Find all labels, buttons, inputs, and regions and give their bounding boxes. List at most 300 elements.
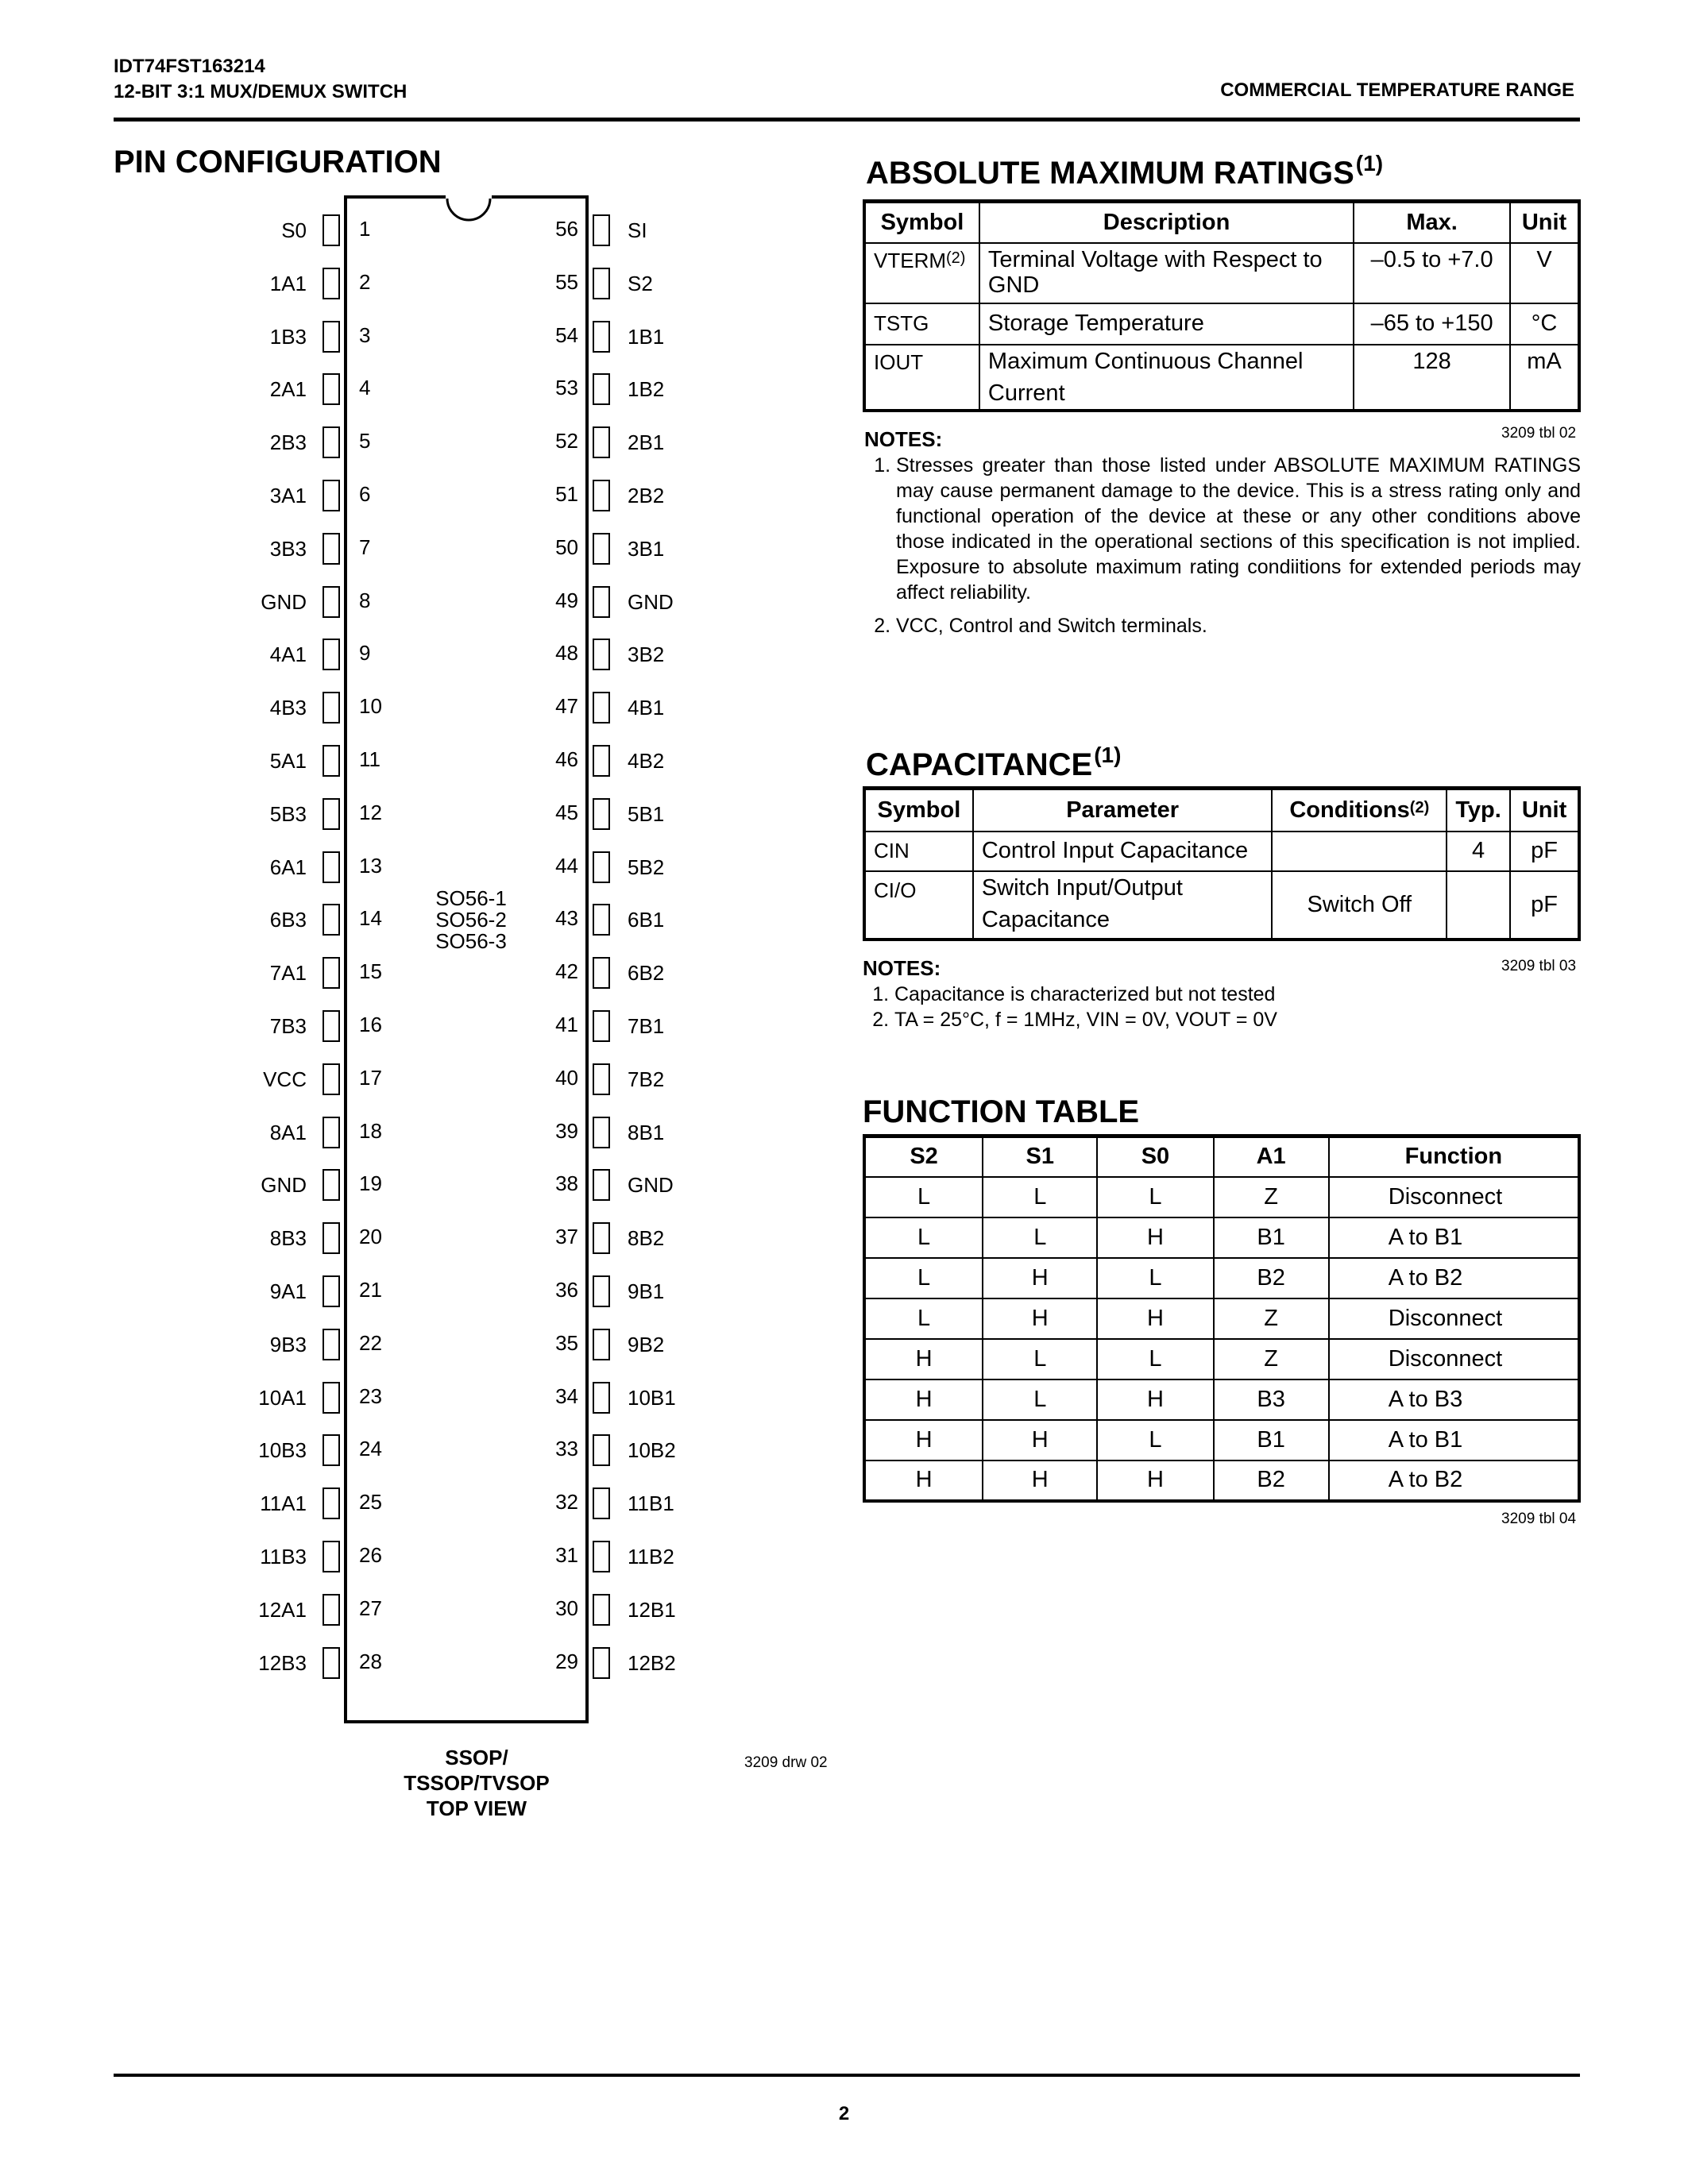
pin-number: 38 (555, 1171, 578, 1195)
typ-cell (1447, 871, 1510, 940)
pin-lead (323, 321, 340, 353)
pin-lead (593, 798, 610, 830)
table-cell: H (983, 1420, 1097, 1461)
pin-label: 2A1 (269, 377, 307, 401)
pin-lead (593, 1010, 610, 1042)
pin-label: 8B2 (628, 1226, 665, 1250)
pin-lead (593, 321, 610, 353)
table-cell: H (1097, 1217, 1213, 1258)
pin-lead (593, 745, 610, 777)
table-cell: B1 (1214, 1217, 1329, 1258)
pin-number: 18 (359, 1119, 382, 1143)
table-row (864, 1258, 1579, 1298)
pin-number: 49 (555, 588, 578, 612)
pin-label: 5B2 (628, 855, 665, 879)
pin-number: 47 (555, 694, 578, 718)
pin-label: S2 (628, 272, 653, 295)
pin-lead (593, 586, 610, 618)
capacitance-notes-title: NOTES: (863, 956, 941, 980)
pin-number: 33 (555, 1437, 578, 1461)
capacitance-title-sup: (1) (1094, 743, 1122, 767)
col-header: Unit (1510, 789, 1579, 832)
pin-label: GND (628, 1173, 674, 1197)
table-row (864, 1461, 1579, 1501)
pin-lead (593, 1594, 610, 1626)
pin-label: 2B1 (628, 430, 665, 454)
abs-max-title-text: ABSOLUTE MAXIMUM RATINGS (866, 156, 1354, 191)
pin-lead (593, 1488, 610, 1519)
pin-lead (593, 1275, 610, 1307)
table-row (864, 243, 1579, 303)
table-cell: H (983, 1298, 1097, 1339)
table-cell: H (983, 1258, 1097, 1298)
pin-lead (593, 268, 610, 299)
table-cell: Z (1214, 1177, 1329, 1217)
table-cell: B3 (1214, 1379, 1329, 1420)
table-cell: L (864, 1298, 983, 1339)
table-tag: 3209 tbl 02 (1501, 425, 1577, 442)
pin-lead (323, 1329, 340, 1360)
conditions-header: Conditions (1289, 797, 1410, 823)
table-tag: 3209 tbl 03 (1501, 958, 1577, 974)
pin-lead (593, 1117, 610, 1148)
symbol-cell: CIN (864, 832, 973, 871)
pin-number: 43 (555, 906, 578, 930)
description-cell: Terminal Voltage with Respect to GND (979, 243, 1354, 303)
pin-number: 37 (555, 1225, 578, 1248)
note-item: 1. Capacitance is characterized but not tested (894, 982, 1579, 1007)
description-cell: Storage Temperature (979, 303, 1354, 345)
table-cell: H (1097, 1379, 1213, 1420)
part-number: IDT74FST163214 (114, 56, 265, 77)
pin-lead (323, 1169, 340, 1201)
pin-number: 1 (359, 217, 371, 241)
unit-cell: V (1510, 243, 1579, 303)
pin-label: 3B2 (628, 642, 665, 666)
pin-label: 8B3 (269, 1226, 307, 1250)
pin-number: 8 (359, 588, 371, 612)
pin-lead (323, 1063, 340, 1095)
pin-lead (593, 1063, 610, 1095)
pin-number: 15 (359, 959, 382, 983)
pin-number: 52 (555, 429, 578, 453)
table-cell: Disconnect (1329, 1177, 1579, 1217)
pin-label: 10B2 (628, 1438, 676, 1462)
max-cell: 128 (1354, 345, 1510, 411)
pin-lead (323, 214, 340, 246)
pin-label: 8B1 (628, 1121, 665, 1144)
pin-lead (593, 1541, 610, 1572)
pin-label: 4B2 (628, 749, 665, 773)
table-cell: L (983, 1217, 1097, 1258)
pin-label: 6B1 (628, 908, 665, 932)
pin-label: 12A1 (258, 1598, 307, 1622)
pin-label: 1A1 (269, 272, 307, 295)
table-cell: H (1097, 1461, 1213, 1501)
pin-number: 4 (359, 376, 371, 399)
package-view-caption (365, 1745, 588, 1821)
pin-lead (593, 214, 610, 246)
table-cell: A to B1 (1329, 1217, 1579, 1258)
pin-number: 26 (359, 1543, 382, 1567)
table-cell: L (1097, 1177, 1213, 1217)
temperature-range: COMMERCIAL TEMPERATURE RANGE (1220, 79, 1574, 101)
pin-lead (593, 480, 610, 511)
pin-label: 10B3 (258, 1438, 307, 1462)
pin-label: 3B1 (628, 537, 665, 561)
pin-label: 7A1 (269, 961, 307, 985)
unit-cell: pF (1510, 832, 1579, 871)
abs-max-title-sup: (1) (1355, 151, 1384, 176)
pin-label: 7B1 (628, 1014, 665, 1038)
col-header: S0 (1097, 1136, 1213, 1177)
pin-number: 28 (359, 1650, 382, 1673)
pin-lead (593, 533, 610, 565)
pin-number: 41 (555, 1013, 578, 1036)
pin-number: 3 (359, 323, 371, 347)
pin-lead (323, 268, 340, 299)
pin-label: 6B3 (269, 908, 307, 932)
pin-number: 11 (359, 747, 380, 771)
pin-lead (323, 480, 340, 511)
page-number: 2 (838, 2103, 850, 2124)
pin-label: GND (261, 1173, 307, 1197)
description-cell: Maximum Continuous Channel Current (979, 345, 1354, 411)
view-line: TOP VIEW (426, 1796, 527, 1820)
col-header: Parameter (973, 789, 1273, 832)
pin-label: 9A1 (269, 1279, 307, 1303)
pin-label: 5A1 (269, 749, 307, 773)
pin-number: 31 (555, 1543, 578, 1567)
pin-lead (593, 1169, 610, 1201)
note-item: 1. Stresses greater than those listed under ABSOLUTE MAXIMUM RATINGS may cause permanent damage to the device. This is a stress rating only and functional operation of the device at these or any other conditions above those indicated in the operational sections of this specification is not implied. Exposure to absolute maximum rating condiitions for extended periods may affect reliability. (896, 453, 1581, 605)
pin-lead (323, 692, 340, 723)
pin-number: 50 (555, 535, 578, 559)
unit-cell: mA (1510, 345, 1579, 411)
pin-lead (593, 1382, 610, 1414)
table-row (864, 1177, 1579, 1217)
pin-lead (593, 1434, 610, 1466)
col-header: Symbol (864, 202, 979, 243)
pin-number: 35 (555, 1331, 578, 1355)
unit-cell: °C (1510, 303, 1579, 345)
pin-label: 3B3 (269, 537, 307, 561)
pin-number: 24 (359, 1437, 382, 1461)
table-cell: Z (1214, 1298, 1329, 1339)
pin-label: 11B3 (260, 1545, 307, 1569)
table-row (864, 832, 1579, 871)
abs-max-table (863, 199, 1581, 412)
pin-number: 17 (359, 1066, 382, 1090)
col-header: Max. (1354, 202, 1510, 243)
symbol-cell: TSTG (864, 303, 979, 345)
symbol-sup: (2) (946, 249, 966, 267)
pin-number: 22 (359, 1331, 382, 1355)
pin-label: 6A1 (269, 855, 307, 879)
col-header: S1 (983, 1136, 1097, 1177)
abs-max-notes (864, 453, 1581, 639)
table-cell: Disconnect (1329, 1298, 1579, 1339)
pin-number: 20 (359, 1225, 382, 1248)
pin-number: 9 (359, 641, 371, 665)
pin-lead (593, 1222, 610, 1254)
pin-label: 4B3 (269, 696, 307, 720)
pin-lead (323, 1594, 340, 1626)
table-cell: H (864, 1420, 983, 1461)
pin-label: 11A1 (260, 1491, 307, 1515)
pin-lead (323, 1010, 340, 1042)
pin-lead (323, 957, 340, 989)
drawing-tag: 3209 drw 02 (744, 1754, 828, 1771)
table-cell: L (983, 1177, 1097, 1217)
pin-label: 5B3 (269, 802, 307, 826)
pin-number: 14 (359, 906, 382, 930)
pin-label: 9B3 (269, 1333, 307, 1356)
pin-lead (323, 1222, 340, 1254)
pin-number: 23 (359, 1384, 382, 1408)
pin-config-title: PIN CONFIGURATION (114, 145, 442, 179)
table-cell: A to B2 (1329, 1258, 1579, 1298)
note-item: 2. VCC, Control and Switch terminals. (896, 613, 1581, 639)
pin-lead (593, 957, 610, 989)
pin-lead (593, 904, 610, 936)
typ-cell: 4 (1447, 832, 1510, 871)
pin-lead (323, 904, 340, 936)
pin-number: 16 (359, 1013, 382, 1036)
pin-label: 10B1 (628, 1386, 676, 1410)
pin-lead (323, 1275, 340, 1307)
package-labels (423, 888, 519, 952)
parameter-cell: Switch Input/Output Capacitance (973, 871, 1273, 940)
symbol-cell (864, 243, 979, 303)
document-header (114, 54, 407, 105)
col-header: Unit (1510, 202, 1579, 243)
pin-lead (323, 639, 340, 670)
symbol-cell: CI/O (864, 871, 973, 940)
pin-number: 30 (555, 1596, 578, 1620)
pin-number: 13 (359, 854, 382, 878)
pin-lead (323, 586, 340, 618)
package-label: SO56-2 (435, 908, 507, 932)
table-row (864, 871, 1579, 940)
pin-label: 4A1 (269, 642, 307, 666)
table-cell: L (983, 1339, 1097, 1379)
pin-number: 44 (555, 854, 578, 878)
pin-lead (323, 745, 340, 777)
pin-label: VCC (263, 1067, 307, 1091)
table-row (864, 1339, 1579, 1379)
note-item: 2. TA = 25°C, f = 1MHz, VIN = 0V, VOUT = 0V (894, 1007, 1579, 1032)
pin-number: 25 (359, 1490, 382, 1514)
pin-lead (323, 798, 340, 830)
pin-number: 29 (555, 1650, 578, 1673)
function-table (863, 1134, 1581, 1503)
table-cell: L (864, 1217, 983, 1258)
pin-number: 6 (359, 482, 371, 506)
pin-label: 8A1 (269, 1121, 307, 1144)
pin-lead (323, 1541, 340, 1572)
pin-label: 1B1 (628, 325, 665, 349)
pin-label: 7B2 (628, 1067, 665, 1091)
abs-max-title (866, 151, 1383, 191)
pin-number: 27 (359, 1596, 382, 1620)
pin-label: 12B1 (628, 1598, 676, 1622)
pin-label: 2B2 (628, 484, 665, 507)
pin-label: S0 (281, 218, 307, 242)
table-cell: L (1097, 1258, 1213, 1298)
pin-lead (323, 1488, 340, 1519)
conditions-cell (1272, 832, 1447, 871)
max-cell: –65 to +150 (1354, 303, 1510, 345)
pin-number: 40 (555, 1066, 578, 1090)
table-cell: B2 (1214, 1461, 1329, 1501)
pin-label: 1B2 (628, 377, 665, 401)
table-tag: 3209 tbl 04 (1501, 1511, 1577, 1527)
col-header: Symbol (864, 789, 973, 832)
pin-number: 7 (359, 535, 371, 559)
pin-lead (593, 1329, 610, 1360)
pin-number: 19 (359, 1171, 382, 1195)
pin-number: 2 (359, 270, 371, 294)
table-row (864, 303, 1579, 345)
pin-number: 34 (555, 1384, 578, 1408)
table-cell: H (983, 1461, 1097, 1501)
table-cell: H (864, 1379, 983, 1420)
table-cell: H (864, 1339, 983, 1379)
pin-label: GND (261, 590, 307, 614)
table-cell: A to B3 (1329, 1379, 1579, 1420)
table-row (864, 1217, 1579, 1258)
table-row (864, 345, 1579, 411)
pin-label: 7B3 (269, 1014, 307, 1038)
pin-number: 5 (359, 429, 371, 453)
table-cell: A to B2 (1329, 1461, 1579, 1501)
pin-number: 51 (555, 482, 578, 506)
header-rule (114, 118, 1580, 122)
conditions-cell: Switch Off (1272, 871, 1447, 940)
pin-label: 1B3 (269, 325, 307, 349)
pin-number: 32 (555, 1490, 578, 1514)
pin-lead (323, 851, 340, 883)
pin-lead (593, 851, 610, 883)
pin-number: 45 (555, 801, 578, 824)
pin-number: 54 (555, 323, 578, 347)
table-cell: Z (1214, 1339, 1329, 1379)
table-cell: H (1097, 1298, 1213, 1339)
pin-lead (323, 533, 340, 565)
pin-label: 10A1 (258, 1386, 307, 1410)
col-header: Typ. (1447, 789, 1510, 832)
pin-lead (593, 639, 610, 670)
footer-rule (114, 2074, 1580, 2077)
pin-lead (593, 426, 610, 458)
pin-number: 36 (555, 1278, 578, 1302)
pin-label: 11B2 (628, 1545, 674, 1569)
pin-lead (593, 692, 610, 723)
table-cell: L (864, 1177, 983, 1217)
unit-cell: pF (1510, 871, 1579, 940)
max-cell: –0.5 to +7.0 (1354, 243, 1510, 303)
pin-number: 55 (555, 270, 578, 294)
symbol-cell: IOUT (864, 345, 979, 411)
pin-lead (323, 1647, 340, 1679)
chip-notch (446, 195, 492, 229)
col-header: A1 (1214, 1136, 1329, 1177)
table-cell: A to B1 (1329, 1420, 1579, 1461)
table-row (864, 1379, 1579, 1420)
table-cell: L (1097, 1339, 1213, 1379)
capacitance-title (866, 743, 1121, 783)
pin-number: 48 (555, 641, 578, 665)
pin-number: 39 (555, 1119, 578, 1143)
pin-lead (323, 1117, 340, 1148)
view-line: SSOP/ (445, 1746, 508, 1769)
col-header: S2 (864, 1136, 983, 1177)
pin-label: 11B1 (628, 1491, 674, 1515)
conditions-sup: (2) (1409, 798, 1430, 816)
view-line: TSSOP/TVSOP (404, 1771, 550, 1795)
col-header: Description (979, 202, 1354, 243)
pin-label: 4B1 (628, 696, 665, 720)
table-cell: L (864, 1258, 983, 1298)
abs-max-notes-title: NOTES: (864, 427, 943, 451)
col-header: Function (1329, 1136, 1579, 1177)
table-cell: B1 (1214, 1420, 1329, 1461)
pin-label: 6B2 (628, 961, 665, 985)
table-cell: L (1097, 1420, 1213, 1461)
pin-number: 42 (555, 959, 578, 983)
pin-number: 21 (359, 1278, 382, 1302)
table-row (864, 1420, 1579, 1461)
pin-lead (323, 1434, 340, 1466)
table-cell: Disconnect (1329, 1339, 1579, 1379)
capacitance-notes (863, 982, 1579, 1032)
pin-number: 56 (555, 217, 578, 241)
parameter-cell: Control Input Capacitance (973, 832, 1273, 871)
pin-lead (593, 1647, 610, 1679)
pin-number: 10 (359, 694, 382, 718)
pin-lead (323, 1382, 340, 1414)
col-header (1272, 789, 1447, 832)
pin-label: SI (628, 218, 647, 242)
pin-lead (593, 373, 610, 405)
pin-label: 12B3 (258, 1651, 307, 1675)
pin-lead (323, 373, 340, 405)
pin-label: GND (628, 590, 674, 614)
table-cell: H (864, 1461, 983, 1501)
pin-number: 46 (555, 747, 578, 771)
package-label: SO56-1 (435, 886, 507, 910)
pin-number: 12 (359, 801, 382, 824)
pin-label: 9B2 (628, 1333, 665, 1356)
pin-label: 9B1 (628, 1279, 665, 1303)
part-subtitle: 12-BIT 3:1 MUX/DEMUX SWITCH (114, 81, 408, 102)
table-cell: L (983, 1379, 1097, 1420)
symbol-text: VTERM (874, 248, 946, 272)
pin-label: 3A1 (269, 484, 307, 507)
capacitance-title-text: CAPACITANCE (866, 747, 1093, 782)
table-row (864, 1298, 1579, 1339)
pin-label: 2B3 (269, 430, 307, 454)
table-cell: B2 (1214, 1258, 1329, 1298)
function-table-title: FUNCTION TABLE (863, 1094, 1140, 1129)
pin-lead (323, 426, 340, 458)
pin-label: 5B1 (628, 802, 665, 826)
pin-label: 12B2 (628, 1651, 676, 1675)
package-label: SO56-3 (435, 929, 507, 953)
capacitance-table (863, 786, 1581, 941)
pin-number: 53 (555, 376, 578, 399)
